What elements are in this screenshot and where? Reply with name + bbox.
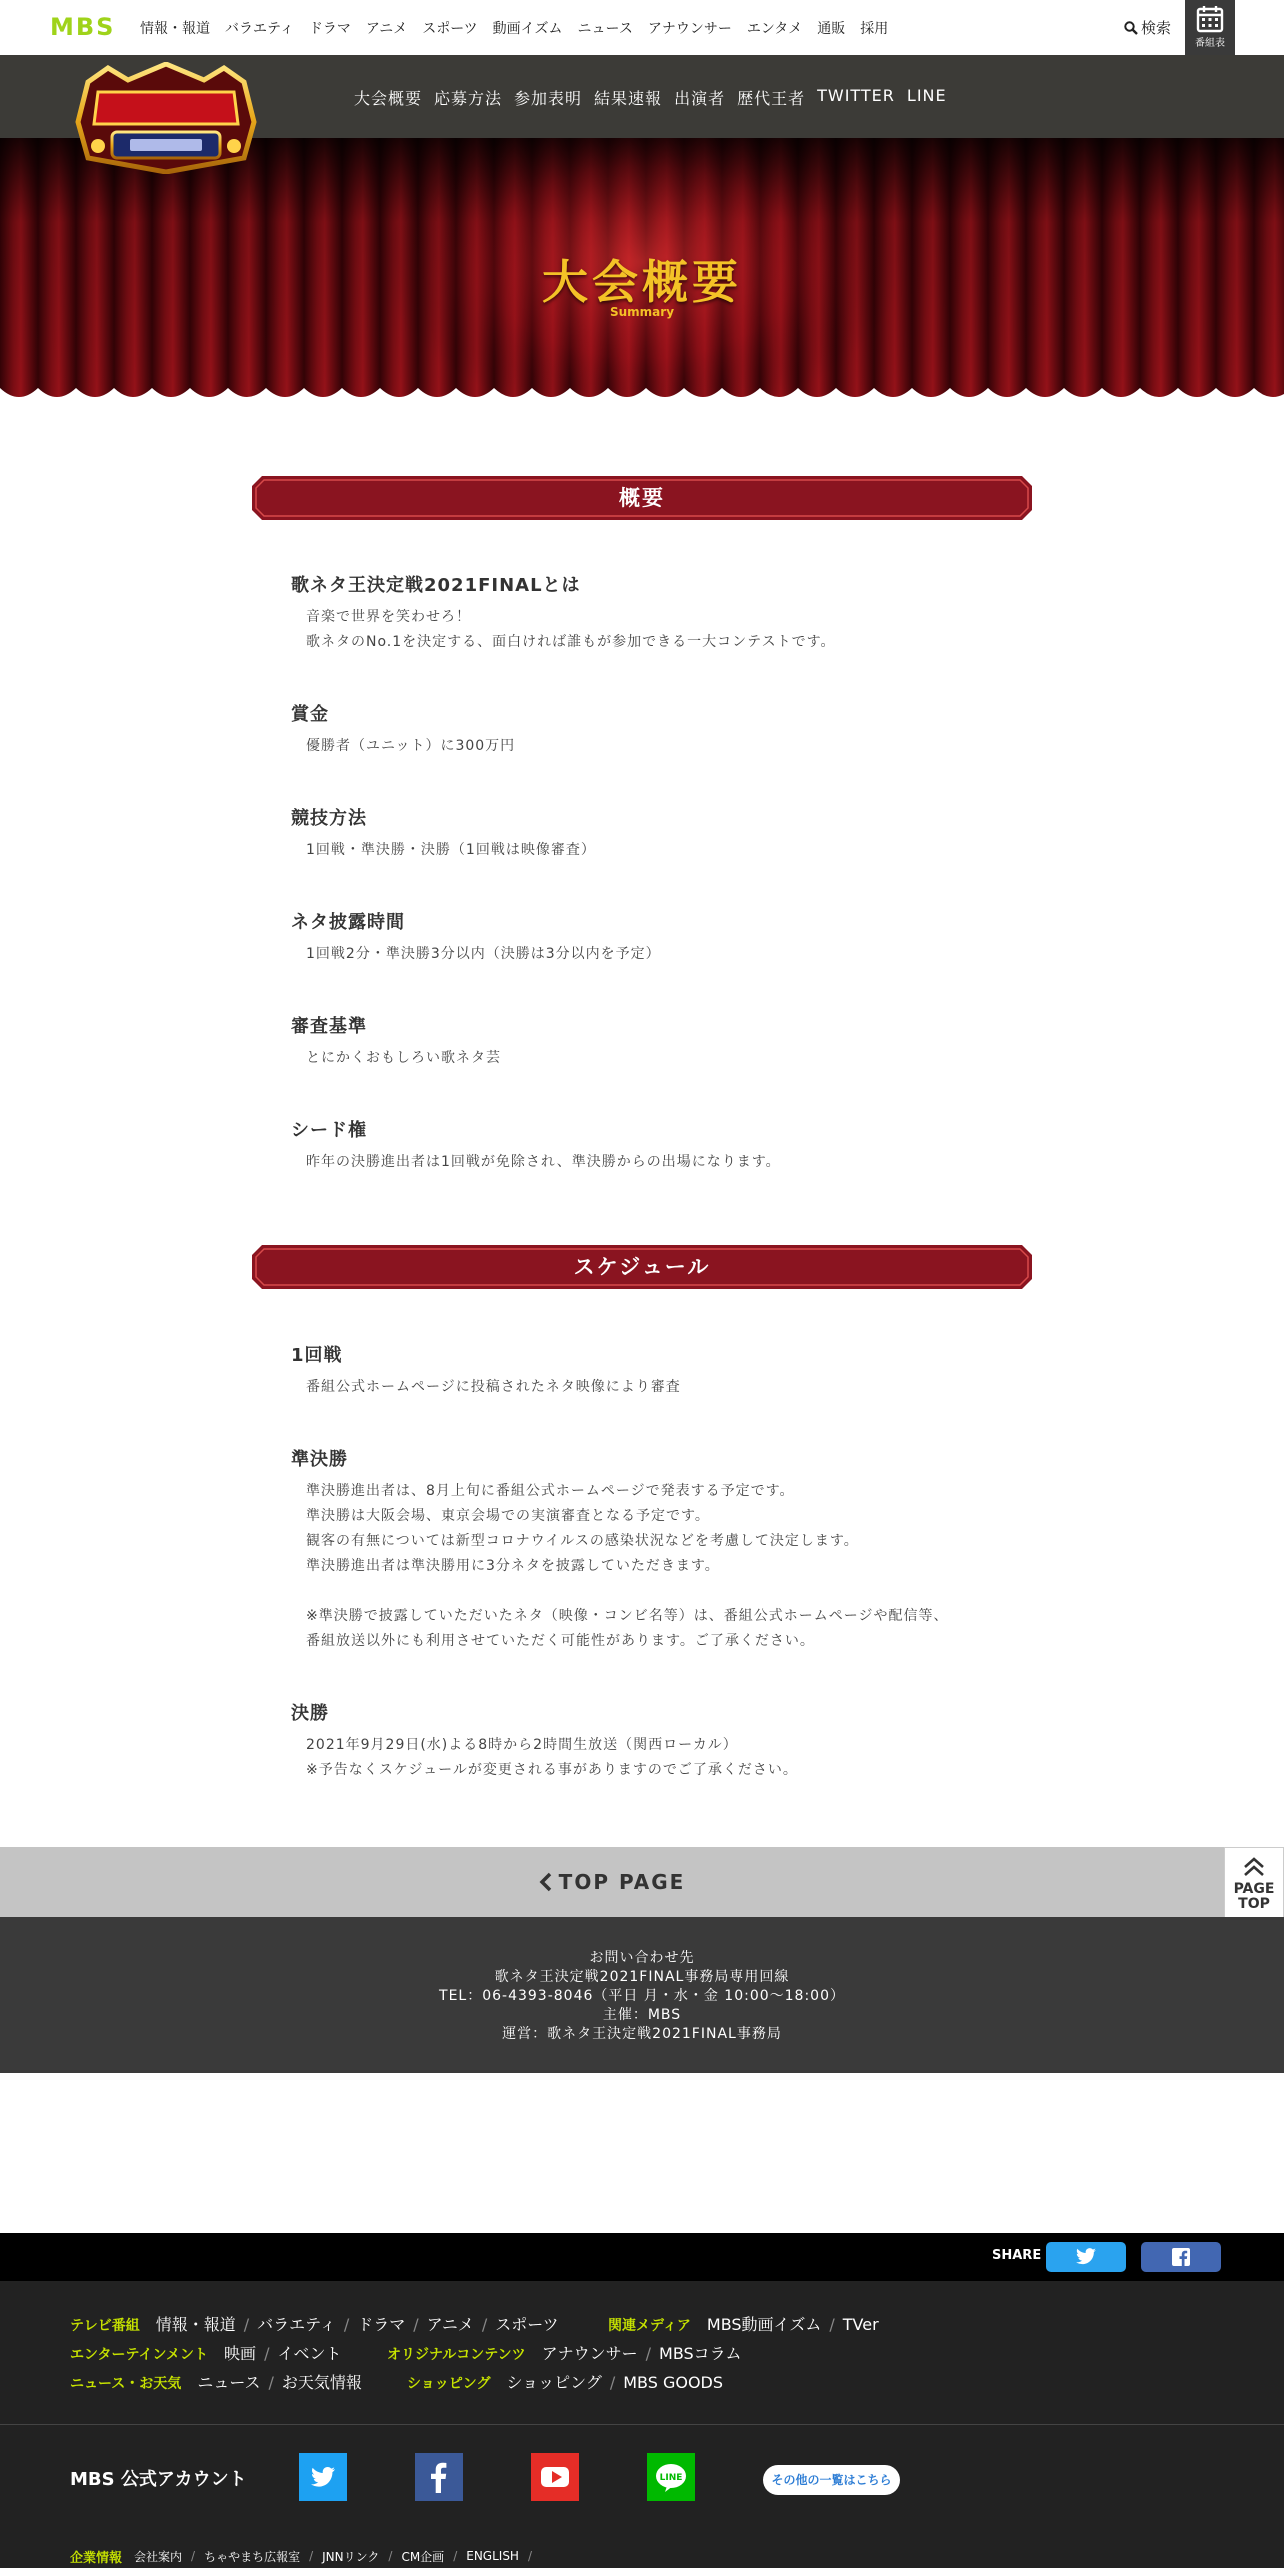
footer-separator: / bbox=[268, 2373, 274, 2392]
contact-line: 歌ネタ王決定戦2021FINAL事務局専用回線 bbox=[494, 1969, 790, 1985]
footer-link[interactable]: ショッピング bbox=[506, 2373, 602, 2392]
program-menu-item[interactable]: 歴代王者 bbox=[737, 89, 806, 108]
site-nav-item[interactable]: 情報・報道 bbox=[140, 20, 210, 37]
footer-separator: / bbox=[343, 2315, 350, 2334]
footer-link[interactable]: アニメ bbox=[426, 2315, 474, 2334]
schedule-item-text: 準決勝は大阪会場、東京会場での実演審査となる予定です。 bbox=[306, 1508, 710, 1524]
double-chevron-up-icon bbox=[1242, 1856, 1266, 1878]
overview-item-text: 音楽で世界を笑わせろ！ bbox=[306, 609, 471, 625]
overview-item-title: 競技方法 bbox=[291, 808, 367, 829]
site-nav-item[interactable]: ニュース bbox=[577, 20, 633, 37]
schedule-item-text: 番組放送以外にも利用させていただく可能性があります。ご了承ください。 bbox=[306, 1633, 815, 1649]
line-icon bbox=[647, 2453, 695, 2501]
corp-link[interactable]: ENGLISH bbox=[466, 2549, 519, 2563]
search-icon bbox=[1124, 21, 1138, 35]
hero-curtain bbox=[0, 138, 1284, 418]
overview-item-text: とにかくおもしろい歌ネタ芸 bbox=[306, 1050, 501, 1066]
corp-link[interactable]: JNNリンク bbox=[322, 2549, 380, 2564]
footer-link[interactable]: ドラマ bbox=[357, 2315, 406, 2334]
overview-item-title: 賞金 bbox=[291, 704, 329, 725]
program-menu bbox=[354, 86, 959, 109]
twitter-icon bbox=[299, 2453, 347, 2501]
footer-separator: / bbox=[829, 2315, 835, 2334]
site-nav-item[interactable]: ドラマ bbox=[308, 20, 351, 37]
program-menu-item[interactable]: 応募方法 bbox=[434, 89, 503, 108]
overview-item-text: 1回戦・準決勝・決勝（1回戦は映像審査） bbox=[306, 842, 596, 858]
program-menu-item[interactable]: 大会概要 bbox=[354, 89, 423, 108]
twitter-icon bbox=[1075, 2248, 1097, 2266]
footer-link[interactable]: アナウンサー bbox=[541, 2344, 638, 2363]
overview-item-text: 1回戦2分・準決勝3分以内（決勝は3分以内を予定） bbox=[306, 946, 661, 962]
footer-link[interactable]: 情報・報道 bbox=[155, 2315, 236, 2334]
footer-link[interactable]: イベント bbox=[277, 2344, 342, 2363]
search-label: 検索 bbox=[1141, 19, 1172, 37]
footer-link-group bbox=[70, 2370, 362, 2393]
corp-link[interactable]: ちゃやまち広報室 bbox=[204, 2549, 301, 2564]
footer-separator: / bbox=[453, 2549, 458, 2563]
search-button[interactable] bbox=[1124, 17, 1171, 38]
contact-line: お問い合わせ先 bbox=[589, 1950, 695, 1966]
site-nav-item[interactable]: アニメ bbox=[365, 20, 408, 37]
facebook-icon bbox=[415, 2453, 463, 2501]
mbs-logo[interactable]: MBS bbox=[50, 13, 116, 41]
overview-heading-band bbox=[252, 476, 1032, 520]
top-page-button[interactable] bbox=[0, 1847, 1224, 1917]
share-bar bbox=[0, 2233, 1284, 2281]
footer-link-group bbox=[608, 2312, 879, 2335]
youtube-icon bbox=[531, 2453, 579, 2501]
site-nav-item[interactable]: スポーツ bbox=[422, 20, 478, 37]
top-page-label: TOP PAGE bbox=[558, 1870, 686, 1894]
footer-separator: / bbox=[309, 2549, 314, 2563]
program-menu-item[interactable]: 出演者 bbox=[674, 89, 726, 108]
utaneta-final-logo bbox=[68, 62, 264, 174]
schedule-heading-band bbox=[252, 1245, 1032, 1289]
site-nav-item[interactable]: 採用 bbox=[860, 20, 889, 37]
footer-link-group bbox=[387, 2341, 742, 2364]
share-label: SHARE bbox=[992, 2248, 1042, 2263]
footer-category[interactable]: ショッピング bbox=[407, 2376, 491, 2392]
footer-category[interactable]: 関連メディア bbox=[608, 2318, 691, 2334]
corp-category[interactable]: 企業情報 bbox=[70, 2550, 123, 2566]
footer-separator: / bbox=[388, 2549, 393, 2563]
page-top-label-2: TOP bbox=[1238, 1896, 1270, 1912]
overview-item-title: 審査基準 bbox=[291, 1016, 367, 1037]
overview-item-title: シード権 bbox=[291, 1120, 367, 1141]
footer-link[interactable]: お天気情報 bbox=[281, 2373, 362, 2392]
footer-separator: / bbox=[413, 2315, 419, 2334]
mbs-facebook-link[interactable] bbox=[415, 2453, 463, 2501]
program-menu-item[interactable]: LINE bbox=[906, 86, 947, 105]
mbs-line-link[interactable] bbox=[647, 2453, 695, 2501]
corp-link[interactable]: 会社案内 bbox=[134, 2549, 183, 2564]
accounts-more-link[interactable]: その他の一覧はこちら bbox=[763, 2465, 900, 2495]
schedule-item-title: 決勝 bbox=[291, 1703, 329, 1724]
footer-link[interactable]: MBSコラム bbox=[659, 2344, 742, 2363]
footer-link-group bbox=[70, 2312, 559, 2335]
footer-link[interactable]: ニュース bbox=[197, 2373, 261, 2392]
footer-link[interactable]: バラエティ bbox=[257, 2315, 336, 2334]
program-menu-item[interactable]: 結果速報 bbox=[594, 89, 663, 108]
schedule-heading: スケジュール bbox=[573, 1255, 711, 1279]
footer-category[interactable]: ニュース・お天気 bbox=[70, 2376, 182, 2392]
footer-accounts bbox=[0, 2424, 1284, 2544]
site-nav-item[interactable]: 通販 bbox=[817, 20, 846, 37]
schedule-label: 番組表 bbox=[1195, 38, 1225, 49]
schedule-item-title: 1回戦 bbox=[291, 1345, 343, 1366]
corp-link[interactable]: CM企画 bbox=[401, 2549, 445, 2564]
accounts-label: MBS 公式アカウント bbox=[70, 2469, 247, 2490]
schedule-item-text: ※準決勝で披露していただいたネタ（映像・コンビ名等）は、番組公式ホームページや配信等、 bbox=[306, 1608, 949, 1624]
footer-corporate bbox=[0, 2544, 1284, 2568]
footer-category[interactable]: エンターテインメント bbox=[70, 2347, 209, 2363]
overview-heading: 概要 bbox=[619, 486, 665, 510]
program-menu-item[interactable]: 参加表明 bbox=[514, 89, 583, 108]
overview-item-text: 歌ネタのNo.1を決定する、面白ければ誰もが参加できる一大コンテストです。 bbox=[306, 634, 836, 650]
contact-line: TEL：06-4393-8046（平日 月・水・金 10:00〜18:00） bbox=[439, 1988, 845, 2004]
footer-links bbox=[0, 2281, 1284, 2424]
footer-link[interactable]: 映画 bbox=[224, 2344, 257, 2363]
footer-link-group bbox=[407, 2370, 723, 2393]
footer-link-group bbox=[70, 2341, 341, 2364]
contact-line: 運営：歌ネタ王決定戦2021FINAL事務局 bbox=[502, 2026, 782, 2042]
site-header bbox=[0, 0, 1284, 55]
footer-link[interactable]: MBS GOODS bbox=[623, 2373, 724, 2392]
footer-link[interactable]: スポーツ bbox=[495, 2315, 559, 2334]
schedule-item-text: 番組公式ホームページに投稿されたネタ映像により審査 bbox=[306, 1379, 681, 1395]
overview-item-text: 優勝者（ユニット）に300万円 bbox=[306, 738, 516, 754]
schedule-item-text: 2021年9月29日(水)よる8時から2時間生放送（関西ローカル） bbox=[306, 1737, 738, 1753]
contact-line: 主催：MBS bbox=[602, 2007, 682, 2023]
share-facebook-button[interactable] bbox=[1141, 2242, 1221, 2272]
footer-category[interactable]: オリジナルコンテンツ bbox=[387, 2347, 526, 2363]
mbs-twitter-link[interactable] bbox=[299, 2453, 347, 2501]
footer-category[interactable]: テレビ番組 bbox=[70, 2318, 140, 2334]
site-nav-item[interactable]: エンタメ bbox=[746, 20, 803, 37]
footer-separator: / bbox=[481, 2315, 488, 2334]
program-logo[interactable] bbox=[68, 62, 264, 174]
footer-separator: / bbox=[527, 2549, 533, 2563]
program-menu-item[interactable]: TWITTER bbox=[817, 86, 895, 105]
facebook-icon bbox=[1172, 2248, 1190, 2266]
schedule-button[interactable] bbox=[1185, 0, 1235, 55]
footer-separator: / bbox=[243, 2315, 250, 2334]
footer-separator: / bbox=[609, 2373, 616, 2392]
overview-item-title: ネタ披露時間 bbox=[291, 912, 405, 933]
hero-subtitle: Summary bbox=[609, 305, 675, 319]
schedule-item-title: 準決勝 bbox=[291, 1449, 348, 1470]
schedule-item-text: ※予告なくスケジュールが変更される事がありますのでご了承ください。 bbox=[306, 1762, 798, 1778]
overview-item-title: 歌ネタ王決定戦2021FINALとは bbox=[291, 575, 581, 596]
footer-separator: / bbox=[264, 2344, 270, 2363]
footer-link[interactable]: TVer bbox=[842, 2315, 879, 2334]
schedule-item-text: 準決勝進出者は、8月上旬に番組公式ホームページで発表する予定です。 bbox=[306, 1483, 795, 1499]
calendar-icon bbox=[1195, 4, 1225, 34]
mbs-youtube-link[interactable] bbox=[531, 2453, 579, 2501]
site-nav-item[interactable]: アナウンサー bbox=[647, 20, 732, 37]
svg-text:LINE: LINE bbox=[659, 2473, 683, 2483]
footer-link[interactable]: MBS動画イズム bbox=[706, 2315, 822, 2334]
chevron-left-icon bbox=[539, 1872, 553, 1892]
footer-separator: / bbox=[191, 2549, 196, 2563]
site-nav-item[interactable]: 動画イズム bbox=[492, 20, 563, 37]
page-top-label-1: PAGE bbox=[1233, 1881, 1275, 1897]
page-top-button[interactable] bbox=[1224, 1847, 1284, 1923]
footer-separator: / bbox=[645, 2344, 652, 2363]
contact-info bbox=[0, 1917, 1284, 2073]
site-nav bbox=[140, 0, 903, 55]
share-twitter-button[interactable] bbox=[1046, 2242, 1126, 2272]
schedule-item-text: 準決勝進出者は準決勝用に3分ネタを披露していただきます。 bbox=[306, 1558, 720, 1574]
site-nav-item[interactable]: バラエティ bbox=[225, 20, 294, 37]
overview-item-text: 昨年の決勝進出者は1回戦が免除され、準決勝からの出場になります。 bbox=[306, 1154, 781, 1170]
schedule-item-text: 観客の有無については新型コロナウイルスの感染状況などを考慮して決定します。 bbox=[306, 1533, 859, 1549]
hero-title: 大会概要 bbox=[542, 255, 742, 309]
